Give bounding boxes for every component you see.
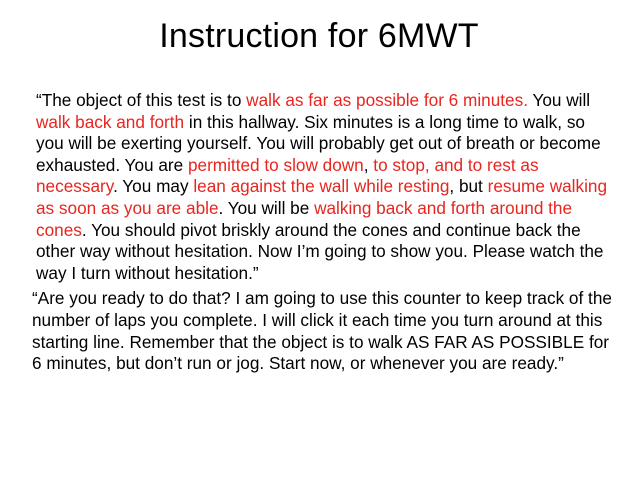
text-run: “The object of this test is to: [36, 90, 247, 110]
text-run: ,: [363, 154, 374, 175]
slide-title: Instruction for 6MWT: [159, 17, 479, 55]
highlighted-text: resume walking as soon as you are able: [36, 176, 608, 218]
highlighted-text: walk back and forth: [36, 111, 185, 132]
highlighted-text: to stop, and to rest as necessary: [36, 154, 539, 197]
highlighted-text: walking back and forth around the cones: [36, 197, 573, 240]
text-run: . You may: [113, 176, 194, 197]
text-run: in this hallway. Six minutes is a long time to walk, so you will be exerting yourself. You will probably get out of breath or become exhausted. You are: [36, 111, 601, 175]
text-run: , but: [449, 176, 488, 197]
text-run: . You should pivot briskly around the cones and continue back the other way without hesitation. Now I’m going to show you. Please watch the way I turn without hesitation.”: [36, 219, 604, 283]
highlighted-text: walk as far as possible for 6 minutes.: [246, 90, 528, 110]
instruction-paragraph-2: “Are you ready to do that? I am going to use this counter to keep track of the number of laps you complete. I will click it each time you turn around at this starting line. Remember that the object is to walk AS FAR AS POSSIBLE for 6 minutes, but don’t run or jog. Start now, or whenever you are ready.”: [32, 288, 612, 374]
text-run: . You will be: [218, 197, 315, 218]
instruction-paragraph-1: [32, 90, 617, 284]
text-run: You will: [527, 90, 591, 110]
highlighted-text: lean against the wall while resting: [193, 176, 450, 197]
highlighted-text: permitted to slow down: [187, 154, 364, 175]
slide-body: [32, 90, 617, 375]
